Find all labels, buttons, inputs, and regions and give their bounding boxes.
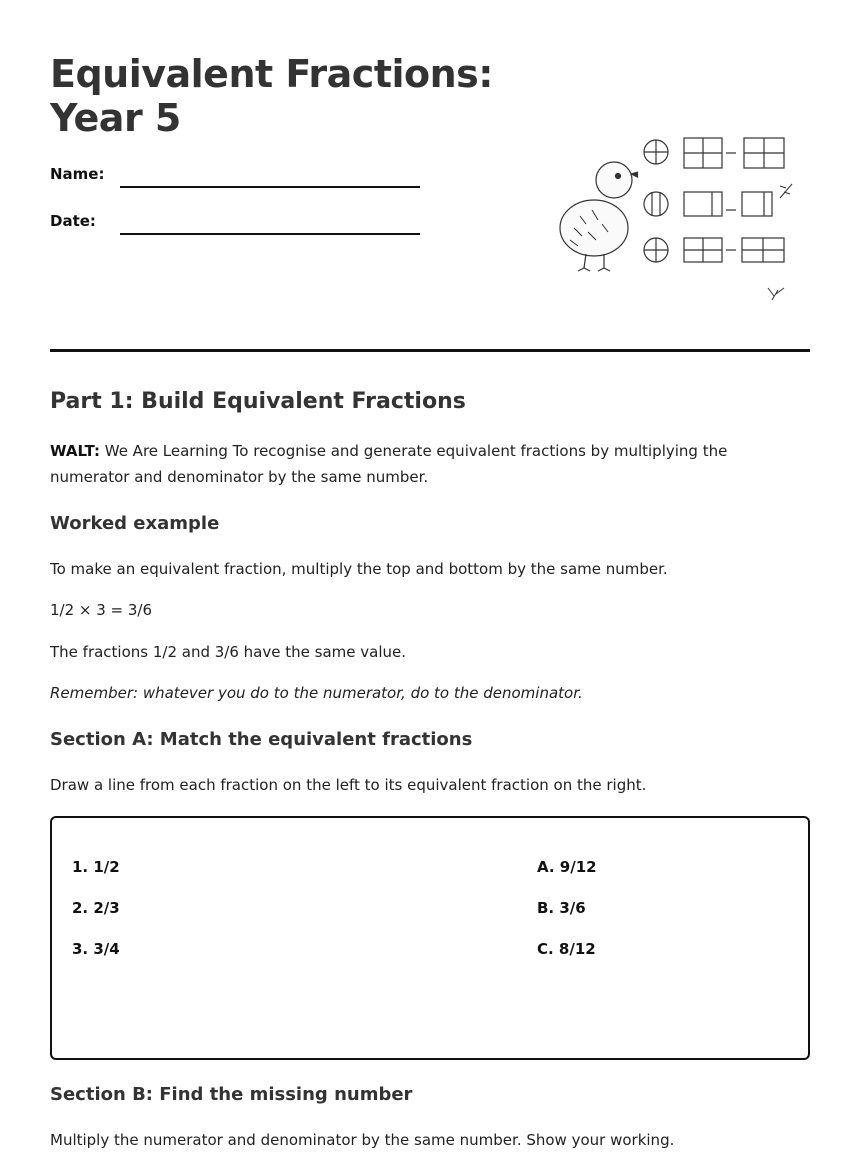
walt-text: We Are Learning To recognise and generate equivalent fractions by multiplying the numerator and denominator by the same number. [50,442,728,486]
date-field-line[interactable] [120,233,420,235]
worked-example-line-2: 1/2 × 3 = 3/6 [50,601,153,619]
walt-paragraph [50,438,810,490]
matching-box[interactable] [50,816,810,1060]
leaf-doodle [768,288,784,300]
section-a-instruction: Draw a line from each fraction on the left to its equivalent fraction on the right. [50,776,647,794]
section-a-heading: Section A: Match the equivalent fractions [50,729,473,750]
name-label: Name: [50,165,105,183]
right-fraction-a[interactable]: A. 9/12 [537,858,597,876]
worked-example-line-1: To make an equivalent fraction, multiply the top and bottom by the same number. [50,560,668,578]
right-fraction-c[interactable]: C. 8/12 [537,940,596,958]
section-b-instruction: Multiply the numerator and denominator by the same number. Show your working. [50,1131,675,1149]
walt-label: WALT: [50,442,100,460]
name-field-line[interactable] [120,186,420,188]
part-1-heading: Part 1: Build Equivalent Fractions [50,389,466,414]
header-divider [50,349,810,352]
fraction-diagram-row-3 [644,238,784,262]
date-label: Date: [50,212,96,230]
worked-example-heading: Worked example [50,513,220,534]
title-line-2: Year 5 [50,96,181,140]
kiwi-fractions-illustration [552,128,802,308]
left-fraction-2[interactable]: 2. 2/3 [72,899,120,917]
worked-example-line-3: The fractions 1/2 and 3/6 have the same value. [50,643,406,661]
title-line-1: Equivalent Fractions: [50,52,493,96]
left-fraction-1[interactable]: 1. 1/2 [72,858,120,876]
right-fraction-b[interactable]: B. 3/6 [537,899,586,917]
left-fraction-3[interactable]: 3. 3/4 [72,940,120,958]
fraction-diagram-row-1 [644,138,784,168]
worksheet-title [50,52,493,140]
section-b-heading: Section B: Find the missing number [50,1084,413,1105]
worked-example-reminder: Remember: whatever you do to the numerator, do to the denominator. [50,684,583,702]
kiwi-bird-drawing [560,162,638,271]
fraction-diagram-row-2 [644,184,792,216]
